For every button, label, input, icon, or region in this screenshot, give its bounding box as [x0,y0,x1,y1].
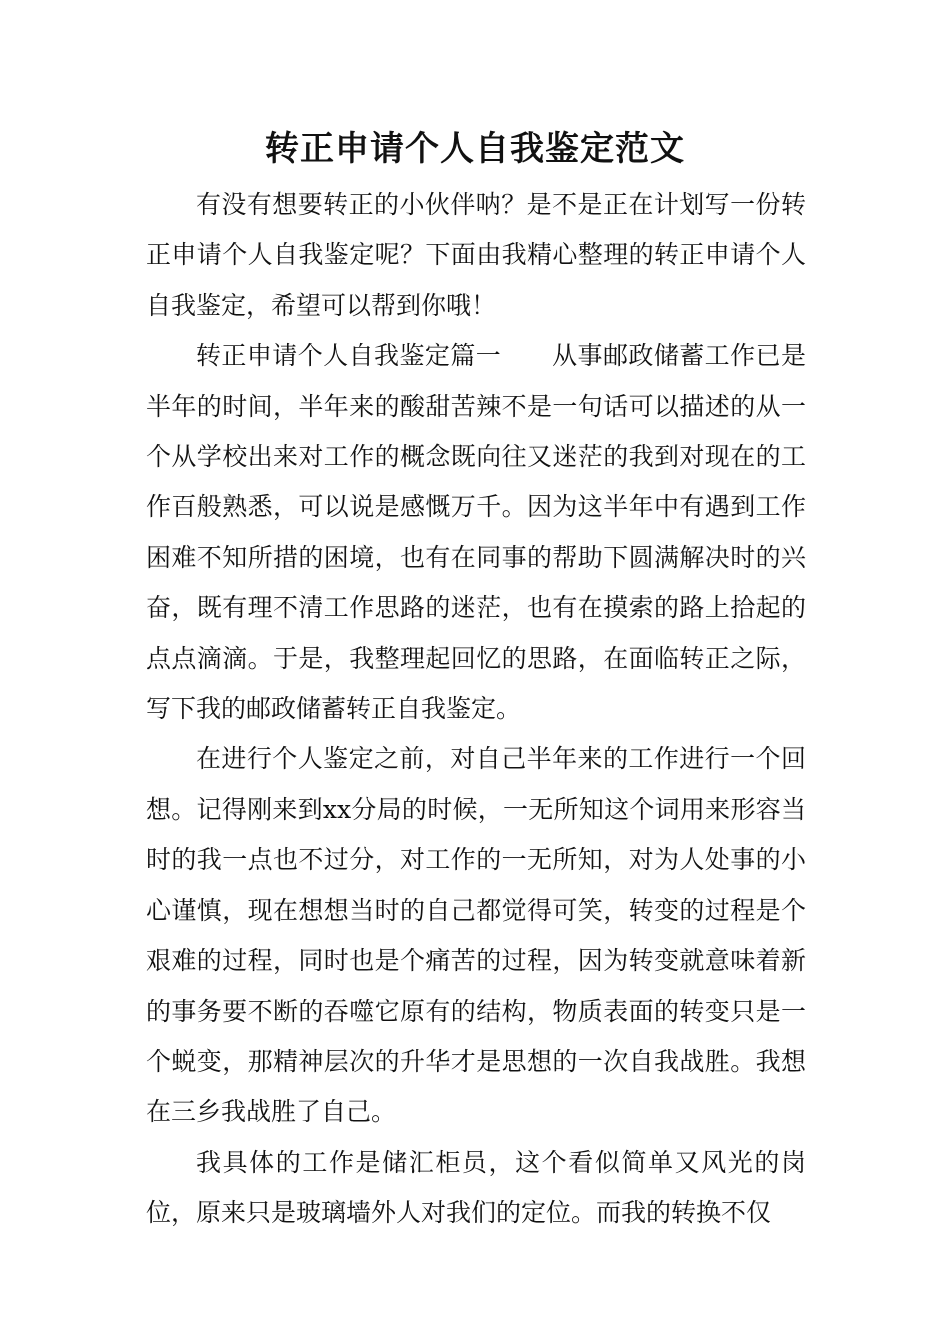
document-title: 转正申请个人自我鉴定范文 [265,129,685,169]
document-body [146,180,806,1239]
paragraph-job-description: 我具体的工作是储汇柜员，这个看似简单又风光的岗位，原来只是玻璃墙外人对我们的定位。而我的转换不仅 [146,1147,806,1228]
paragraph-intro: 有没有想要转正的小伙伴呐？是不是正在计划写一份转正申请个人自我鉴定呢？下面由我精心整理的转正申请个人自我鉴定，希望可以帮到你哦！ [146,190,806,320]
paragraph-part-one: 转正申请个人自我鉴定篇一 从事邮政储蓄工作已是半年的时间，半年来的酸甜苦辣不是一句话可以描述的从一个从学校出来对工作的概念既向往又迷茫的我到对现在的工作百般熟悉，可以说是感慨万千。因为这半年中有遇到工作困难不知所措的困境，也有在同事的帮助下圆满解决时的兴奋，既有理不清工作思路的迷茫，也有在摸索的路上拾起的点点滴滴。于是，我整理起回忆的思路，在面临转正之际，写下我的邮政储蓄转正自我鉴定。 [146,341,806,724]
paragraph-review: 在进行个人鉴定之前，对自己半年来的工作进行一个回想。记得刚来到xx分局的时候，一无所知这个词用来形容当时的我一点也不过分，对工作的一无所知，对为人处事的小心谨慎，现在想想当时的自己都觉得可笑，转变的过程是个艰难的过程，同时也是个痛苦的过程，因为转变就意味着新的事务要不断的吞噬它原有的结构，物质表面的转变只是一个蜕变，那精神层次的升华才是思想的一次自我战胜。我想在三乡我战胜了自己。 [146,744,806,1127]
